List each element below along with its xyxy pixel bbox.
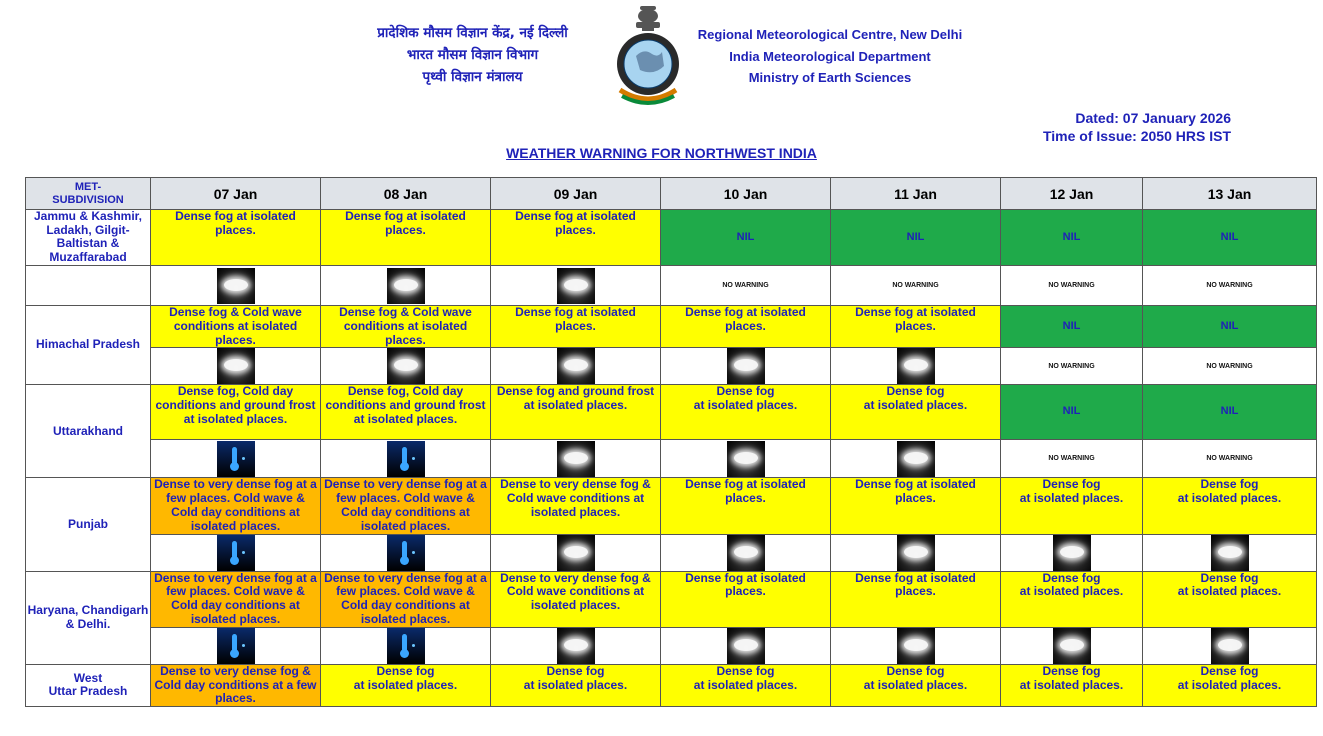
icon-cell [831,627,1001,664]
issue-info [1043,110,1231,145]
fog-icon [897,535,935,571]
day-header: 10 Jan [661,178,831,210]
subdivision-name: Jammu & Kashmir, Ladakh, Gilgit-Baltistan & Muzaffarabad [26,210,151,266]
warning-cell: Dense fog at isolated places. [1001,571,1143,627]
warning-cell: Dense to very dense fog at a few places. Cold wave & Cold day conditions at isolated places. [321,478,491,534]
icon-cell [491,440,661,478]
icon-cell [151,440,321,478]
warning-cell: Dense fog, Cold day conditions and ground frost at isolated places. [151,385,321,440]
nil-cell: NIL [661,210,831,266]
fog-icon [387,268,425,304]
hindi-header [340,22,605,88]
no-warning-cell: NO WARNING [1001,266,1143,306]
fog-icon [727,628,765,664]
nil-cell: NIL [1143,306,1317,348]
icon-cell [321,627,491,664]
icon-cell [491,266,661,306]
fog-icon [727,348,765,384]
hindi-line: पृथ्वी विज्ञान मंत्रालय [422,69,523,85]
warning-cell: Dense fog at isolated places. [831,571,1001,627]
subdivision-name: Himachal Pradesh [26,306,151,385]
fog-icon [557,441,595,477]
cold-icon [387,628,425,664]
warning-cell: Dense to very dense fog at a few places. Cold wave & Cold day conditions at isolated places. [151,571,321,627]
nil-cell: NIL [1001,385,1143,440]
icon-cell [151,266,321,306]
fog-icon [1211,628,1249,664]
icon-cell [151,348,321,385]
no-warning-cell: NO WARNING [1143,266,1317,306]
warning-cell: Dense fog at isolated places. [831,385,1001,440]
hindi-line: भारत मौसम विज्ञान विभाग [406,47,539,63]
fog-icon [897,348,935,384]
icon-cell [1143,627,1317,664]
icon-cell [1143,534,1317,571]
english-line: Regional Meteorological Centre, New Delhi [697,27,963,42]
warning-cell: Dense fog at isolated places. [491,306,661,348]
icon-cell [321,266,491,306]
day-header: 09 Jan [491,178,661,210]
subdivision-name: Punjab [26,478,151,571]
day-header: 11 Jan [831,178,1001,210]
fog-icon [1211,535,1249,571]
subdivision-name: Uttarakhand [26,385,151,478]
warning-cell: Dense fog at isolated places. [1001,664,1143,706]
no-warning-cell: NO WARNING [661,266,831,306]
subdivision-text-row [26,385,1317,440]
warning-cell: Dense to very dense fog & Cold wave conditions at isolated places. [491,478,661,534]
icon-cell [831,440,1001,478]
issue-date: Dated: 07 January 2026 [1075,110,1231,126]
page-title: WEATHER WARNING FOR NORTHWEST INDIA [506,145,817,161]
icon-cell [661,440,831,478]
warning-cell: Dense fog at isolated places. [661,385,831,440]
icon-cell [491,534,661,571]
icon-cell [661,348,831,385]
icon-cell [151,627,321,664]
warning-cell: Dense fog at isolated places. [321,210,491,266]
english-header [680,24,980,89]
warning-cell: Dense fog at isolated places. [1001,478,1143,534]
icon-cell [1001,534,1143,571]
met-subdivision-header [26,178,151,210]
warning-cell: Dense fog at isolated places. [151,210,321,266]
fog-icon [557,348,595,384]
no-warning-cell: NO WARNING [831,266,1001,306]
subdivision-text-row [26,478,1317,534]
subdivision-name: West Uttar Pradesh [26,664,151,706]
icon-cell [321,440,491,478]
day-header: 12 Jan [1001,178,1143,210]
subdivision-text-row [26,306,1317,348]
icon-cell [831,534,1001,571]
warning-icon-row [26,440,1317,478]
english-line: India Meteorological Department [729,48,931,64]
warning-cell: Dense fog at isolated places. [491,664,661,706]
icon-cell [491,627,661,664]
day-header: 07 Jan [151,178,321,210]
icon-cell [661,627,831,664]
warning-cell: Dense fog at isolated places. [1143,571,1317,627]
cold-icon [387,535,425,571]
icon-cell [661,534,831,571]
fog-icon [727,441,765,477]
warning-icon-row [26,348,1317,385]
nil-cell: NIL [1001,210,1143,266]
nil-cell: NIL [1001,306,1143,348]
warning-cell: Dense fog & Cold wave conditions at isolated places. [321,306,491,348]
no-warning-cell: NO WARNING [1143,440,1317,478]
fog-icon [217,268,255,304]
english-line: Ministry of Earth Sciences [748,70,912,85]
warning-table [25,177,1317,707]
fog-icon [897,441,935,477]
met-header-text: MET- SUBDIVISION [52,180,124,206]
no-warning-cell: NO WARNING [1001,348,1143,385]
warning-icon-row [26,534,1317,571]
fog-icon [557,268,595,304]
subdivision-text-row [26,571,1317,627]
warning-cell: Dense to very dense fog & Cold day conditions at a few places. [151,664,321,706]
warning-cell: Dense fog at isolated places. [1143,664,1317,706]
warning-cell: Dense fog & Cold wave conditions at isolated places. [151,306,321,348]
day-header: 08 Jan [321,178,491,210]
warning-cell: Dense to very dense fog at a few places. Cold wave & Cold day conditions at isolated places. [321,571,491,627]
issue-time: Time of Issue: 2050 HRS IST [1042,127,1231,144]
warning-cell: Dense fog at isolated places. [491,210,661,266]
header-row [26,178,1317,210]
warning-cell: Dense fog at isolated places. [831,664,1001,706]
warning-icon-row [26,266,1317,306]
icon-cell [1001,627,1143,664]
fog-icon [557,628,595,664]
warning-cell: Dense fog at isolated places. [321,664,491,706]
fog-icon [387,348,425,384]
warning-cell: Dense fog at isolated places. [661,571,831,627]
warning-cell: Dense fog at isolated places. [831,478,1001,534]
icon-cell [321,348,491,385]
icon-cell [831,348,1001,385]
subdivision-text-row [26,210,1317,266]
cold-icon [217,535,255,571]
nil-cell: NIL [831,210,1001,266]
warning-cell: Dense to very dense fog at a few places. Cold wave & Cold day conditions at isolated places. [151,478,321,534]
cold-icon [217,441,255,477]
no-warning-cell: NO WARNING [1143,348,1317,385]
fog-icon [557,535,595,571]
warning-cell: Dense fog at isolated places. [831,306,1001,348]
warning-cell: Dense fog at isolated places. [661,306,831,348]
icon-cell [491,348,661,385]
cold-icon [387,441,425,477]
no-warning-cell: NO WARNING [1001,440,1143,478]
subdivision-name: Haryana, Chandigarh & Delhi. [26,571,151,664]
day-header: 13 Jan [1143,178,1317,210]
icon-cell [321,534,491,571]
fog-icon [897,628,935,664]
fog-icon [1053,535,1091,571]
warning-cell: Dense fog, Cold day conditions and ground frost at isolated places. [321,385,491,440]
warning-cell: Dense fog at isolated places. [661,664,831,706]
warning-icon-row [26,627,1317,664]
imd-emblem-logo [612,4,684,108]
fog-icon [217,348,255,384]
subdivision-text-row [26,664,1317,706]
cold-icon [217,628,255,664]
warning-cell: Dense to very dense fog & Cold wave conditions at isolated places. [491,571,661,627]
fog-icon [1053,628,1091,664]
icon-cell [151,534,321,571]
fog-icon [727,535,765,571]
nil-cell: NIL [1143,385,1317,440]
warning-table-body [26,210,1317,707]
hindi-line: प्रादेशिक मौसम विज्ञान केंद्र, नई दिल्ली [377,25,568,41]
nil-cell: NIL [1143,210,1317,266]
warning-cell: Dense fog at isolated places. [1143,478,1317,534]
blank-cell [26,266,151,306]
warning-cell: Dense fog at isolated places. [661,478,831,534]
warning-cell: Dense fog and ground frost at isolated places. [491,385,661,440]
